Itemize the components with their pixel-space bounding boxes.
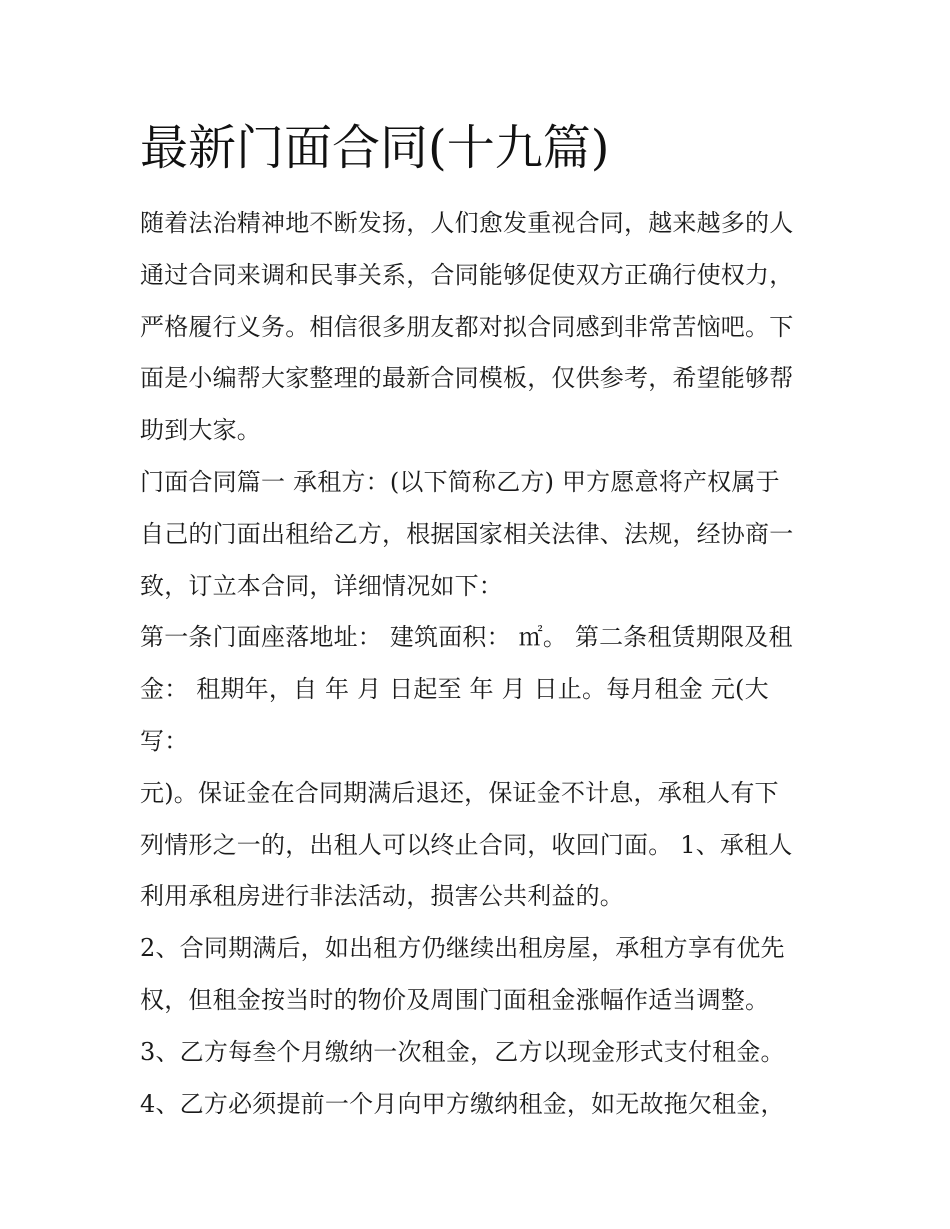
text-line: 金： 租期年，自 年 月 日起至 年 月 日止。每月租金 元(大 bbox=[140, 675, 769, 704]
text-line: 助到大家。 bbox=[140, 416, 261, 445]
text-line: 自己的门面出租给乙方，根据国家相关法律、法规，经协商一 bbox=[140, 519, 794, 548]
text-line: 3、乙方每叁个月缴纳一次租金，乙方以现金形式支付租金。 bbox=[140, 1037, 785, 1066]
text-line: 门面合同篇一 承租方：(以下简称乙方) 甲方愿意将产权属于 bbox=[140, 467, 780, 496]
text-line: 4、乙方必须提前一个月向甲方缴纳租金，如无故拖欠租金， bbox=[140, 1089, 785, 1118]
text-line: 面是小编帮大家整理的最新合同模板，仅供参考，希望能够帮 bbox=[140, 364, 794, 393]
text-line: 元)。保证金在合同期满后退还，保证金不计息，承租人有下 bbox=[140, 778, 779, 807]
document-title: 最新门面合同(十九篇) bbox=[140, 120, 610, 176]
text-line: 利用承租房进行非法活动，损害公共利益的。 bbox=[140, 882, 624, 911]
text-line: 通过合同来调和民事关系，合同能够促使双方正确行使权力， bbox=[140, 260, 794, 289]
text-line: 权，但租金按当时的物价及周围门面租金涨幅作适当调整。 bbox=[140, 985, 770, 1014]
text-line: 严格履行义务。相信很多朋友都对拟合同感到非常苦恼吧。下 bbox=[140, 312, 794, 341]
text-line: 致，订立本合同，详细情况如下： bbox=[140, 571, 503, 600]
text-line: 第一条门面座落地址： 建筑面积： ㎡。 第二条租赁期限及租 bbox=[140, 623, 793, 652]
text-line: 列情形之一的，出租人可以终止合同，收回门面。 1、承租人 bbox=[140, 830, 793, 859]
text-line: 随着法治精神地不断发扬，人们愈发重视合同，越来越多的人 bbox=[140, 209, 794, 237]
text-line: 写： bbox=[140, 726, 189, 755]
text-line: 2、合同期满后，如出租方仍继续出租房屋，承租方享有优先 bbox=[140, 934, 785, 963]
document-body bbox=[140, 198, 812, 1130]
